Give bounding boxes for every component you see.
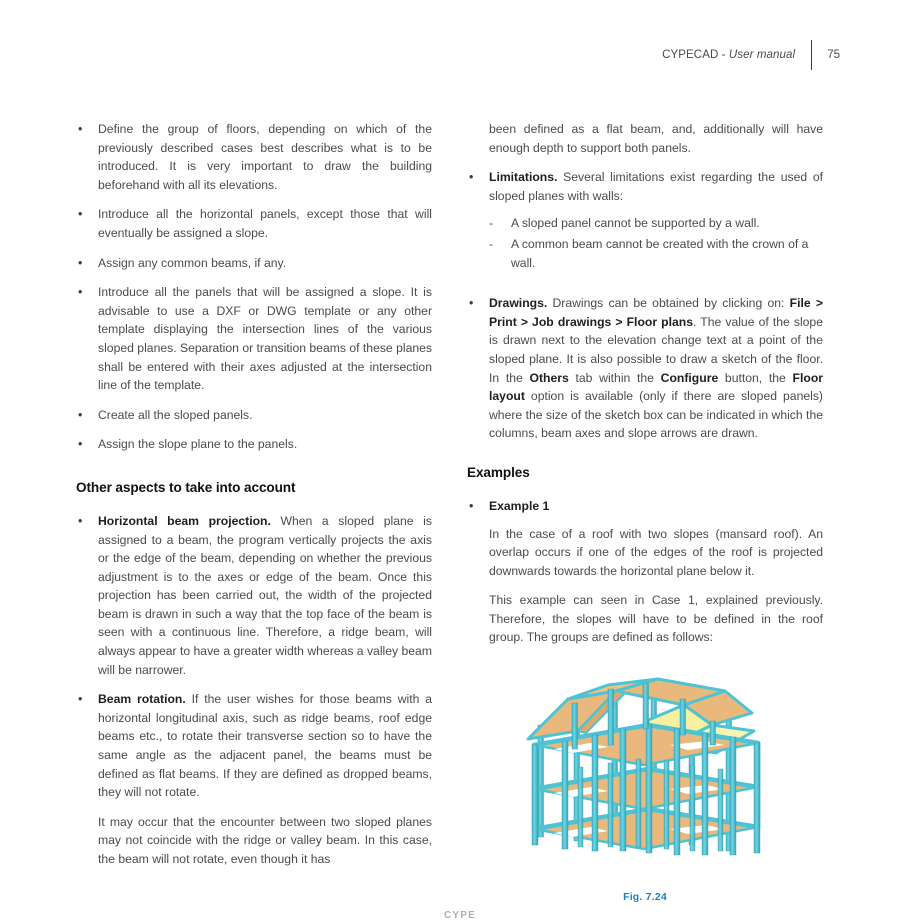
footer-brand: CYPE [443, 910, 477, 921]
list-item-text: Introduce all the panels that will be assigned a slope. It is advisable to use a DXF or DWG template or any other template displaying the intersection lines of the various sloped planes. Separation or transition beams of these planes shall be entered with their axes adjusted at the intersection line of the template. [98, 285, 433, 393]
sub-list-item-text: A sloped panel cannot be supported by a wall. [511, 216, 760, 231]
page-header [662, 44, 840, 66]
drawings-text-5: option is available (only if there are sloped panels) where the size of the sketch box can be indicated in which the columns, beam axes and slope arrows are drawn. [489, 389, 824, 441]
bullet-marker: • [78, 513, 83, 528]
dash-marker: - [489, 236, 494, 251]
list-item-text: Introduce all the horizontal panels, except those that will eventually be assigned a slope. [98, 207, 432, 240]
header-title-plain: CYPECAD - [662, 49, 729, 61]
tab-others-label: Others [529, 370, 569, 385]
list-item-lead: Beam rotation. [98, 692, 186, 707]
paragraph: This example can seen in Case 1, explained previously. Therefore, the slopes will have to be defined in the roof group. The groups are defined as follows: [489, 593, 823, 645]
figure-caption: Fig. 7.24 [623, 891, 667, 904]
bullet-marker: • [469, 498, 474, 513]
sub-list-item-text: A common beam cannot be created with the crown of a wall. [511, 236, 809, 270]
bullet-marker: • [78, 692, 83, 707]
continuation-wrap [467, 120, 823, 157]
figure-724 [467, 669, 823, 903]
drawings-text-1: Drawings can be obtained by clicking on: [547, 296, 790, 311]
list-item-lead: Limitations. [489, 170, 558, 185]
list-item-body: When a sloped plane is assigned to a beam, the program vertically projects the axis or the edge of the beam, depending on whether the previous adjustment is to the axes or edge of the beam. Once this projection has been carried out, the width of the projected beam is drawn in such a way that the top face of the beam is seen with a continuous line. Therefore, a ridge beam, will always appear to have a greater width whereas a valley beam will be narrower. [98, 513, 432, 677]
page-footer [0, 905, 920, 923]
list-item [76, 512, 432, 679]
bullet-marker: • [469, 170, 474, 185]
list-item [76, 406, 432, 425]
bullet-marker: • [78, 437, 83, 452]
section-heading-other-aspects: Other aspects to take into account [76, 479, 296, 495]
bullet-marker: • [78, 207, 83, 222]
bullet-marker: • [469, 296, 474, 311]
floor-layout-option-label: Floor layout [489, 370, 824, 404]
list-item [467, 168, 823, 274]
bullet-marker: • [78, 122, 83, 136]
list-item-text [489, 294, 823, 443]
header-document-title [662, 49, 795, 61]
sub-list-item [489, 214, 823, 233]
list-item [76, 690, 432, 802]
list-item [76, 283, 432, 395]
list-item-text [489, 168, 823, 274]
example-body [467, 525, 823, 648]
header-title-italic: User manual [728, 49, 796, 61]
trailing-paragraph-wrap [76, 813, 432, 869]
mansard-roof-building-3d-frame [520, 669, 770, 884]
menu-path: File > Print > Job drawings > Floor plans [489, 296, 824, 329]
paragraph: In the case of a roof with two slopes (mansard roof). An overlap occurs if one of the edges of the roof is projected downwards towards the horizontal plane below it. [489, 526, 823, 578]
bullet-marker: • [78, 407, 83, 422]
sub-list-item [489, 235, 823, 272]
right-text-column [467, 120, 823, 903]
list-item [76, 254, 432, 273]
list-item [76, 205, 432, 242]
bullet-marker: • [78, 285, 83, 300]
example-label [489, 497, 823, 516]
list-item-text [98, 512, 432, 679]
list-item-body: If the user wishes for those beams with a horizontal longitudinal axis, such as ridge beams, roof edge beams etc., to rotate their transverse section so to have the same angle as the adjacent panel, the beams must be defined as flat beams. If they are defined as dropped beams, they will not rotate. [98, 692, 432, 800]
list-item-lead: Drawings. [489, 296, 548, 311]
list-item-text: Create all the sloped panels. [98, 407, 253, 422]
list-item-lead: Horizontal beam projection. [98, 513, 271, 528]
page-number: 75 [827, 49, 840, 61]
list-item-body: Several limitations exist regarding the used of sloped planes with walls: [489, 170, 823, 203]
section-heading-examples: Examples [467, 464, 530, 480]
list-item-text [98, 690, 432, 802]
header-divider [811, 40, 812, 70]
example-label-text: Example 1 [489, 498, 550, 513]
paragraph: It may occur that the encounter between two sloped planes may not coincide with the ridge or valley beam. In this case, the beam will not rotate, even though it has [98, 814, 432, 866]
dash-marker: - [489, 216, 494, 231]
drawings-text-2: . The value of the slope is drawn next to the elevation change text at a point of the sloped plane. It is also possible to draw a sketch of the floor. In the [489, 314, 823, 385]
list-item-text: Assign the slope plane to the panels. [98, 437, 298, 452]
drawings-text-3: tab within the [568, 370, 661, 385]
list-item-text: Assign any common beams, if any. [98, 255, 287, 270]
left-text-column [76, 120, 432, 880]
bullet-marker: • [78, 255, 83, 270]
paragraph: been defined as a flat beam, and, additionally will have enough depth to support both panels. [489, 122, 823, 155]
sub-list [489, 214, 823, 272]
configure-button-label: Configure [660, 370, 719, 385]
list-item [467, 497, 823, 516]
list-item [76, 120, 432, 194]
drawings-text-4: button, the [718, 370, 793, 385]
list-item [76, 435, 432, 454]
list-item [467, 294, 823, 443]
list-item-text: Define the group of floors, depending on which of the previously described cases best describes what is to be introduced. It is very important to draw the building beforehand with all its elevations. [98, 122, 432, 192]
